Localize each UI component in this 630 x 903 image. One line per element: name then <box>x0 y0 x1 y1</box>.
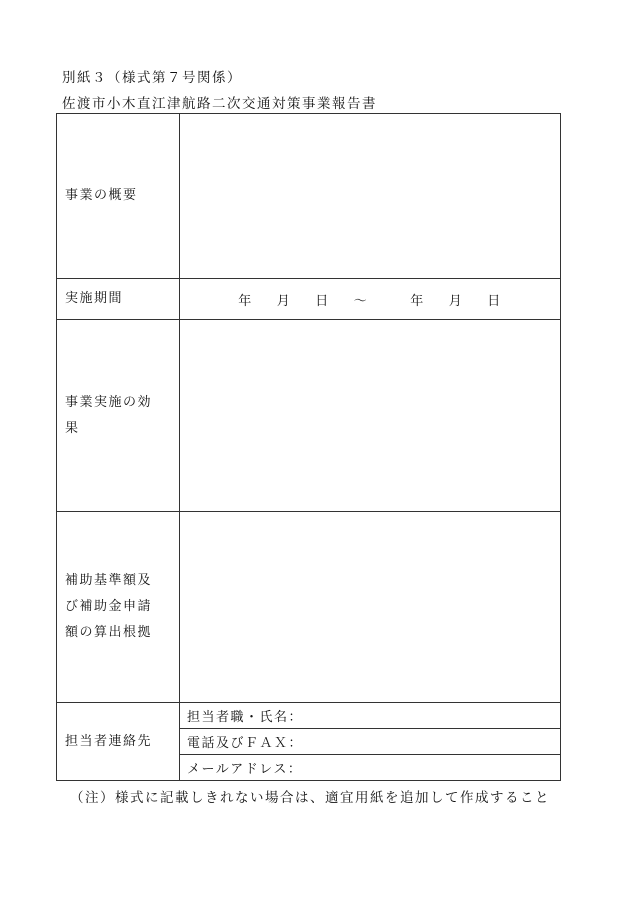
period-row <box>57 279 561 320</box>
basis-label-line-3: 額の算出根拠 <box>65 625 153 640</box>
period-field[interactable] <box>180 279 561 320</box>
contact-row-name <box>57 703 561 729</box>
contact-name-field[interactable]: 担当者職・氏名： <box>180 703 561 729</box>
basis-row <box>57 512 561 703</box>
contact-email-field[interactable]: メールアドレス： <box>180 755 561 781</box>
overview-field[interactable] <box>180 114 561 279</box>
period-start-month: 月 <box>276 293 292 309</box>
basis-label <box>57 512 180 703</box>
form-title: 佐渡市小木直江津航路二次交通対策事業報告書 <box>62 96 377 112</box>
form-number: 別紙３（様式第７号関係） <box>62 70 242 86</box>
basis-label-line-1: 補助基準額及 <box>65 573 153 588</box>
period-tilde: ～ <box>353 293 369 309</box>
overview-label: 事業の概要 <box>57 114 180 279</box>
report-table <box>56 113 561 781</box>
effect-label-line-2: 果 <box>65 420 80 436</box>
effect-label <box>57 320 180 512</box>
period-end-month: 月 <box>448 293 464 309</box>
period-values <box>180 290 560 309</box>
contact-phone-fax-field[interactable]: 電話及びＦＡＸ： <box>180 729 561 755</box>
footnote: （注）様式に記載しきれない場合は、適宜用紙を追加して作成すること <box>70 790 550 806</box>
period-start-day: 日 <box>315 293 330 309</box>
period-end-year: 年 <box>410 293 425 309</box>
effect-label-line-1: 事業実施の効 <box>65 394 153 410</box>
effect-field[interactable] <box>180 320 561 512</box>
overview-row <box>57 114 561 279</box>
period-end-day: 日 <box>487 293 502 309</box>
period-label: 実施期間 <box>57 279 180 320</box>
contact-label: 担当者連絡先 <box>57 703 180 781</box>
basis-label-line-2: び補助金申請 <box>65 599 153 614</box>
basis-field[interactable] <box>180 512 561 703</box>
period-start-year: 年 <box>238 293 253 309</box>
effect-row <box>57 320 561 512</box>
